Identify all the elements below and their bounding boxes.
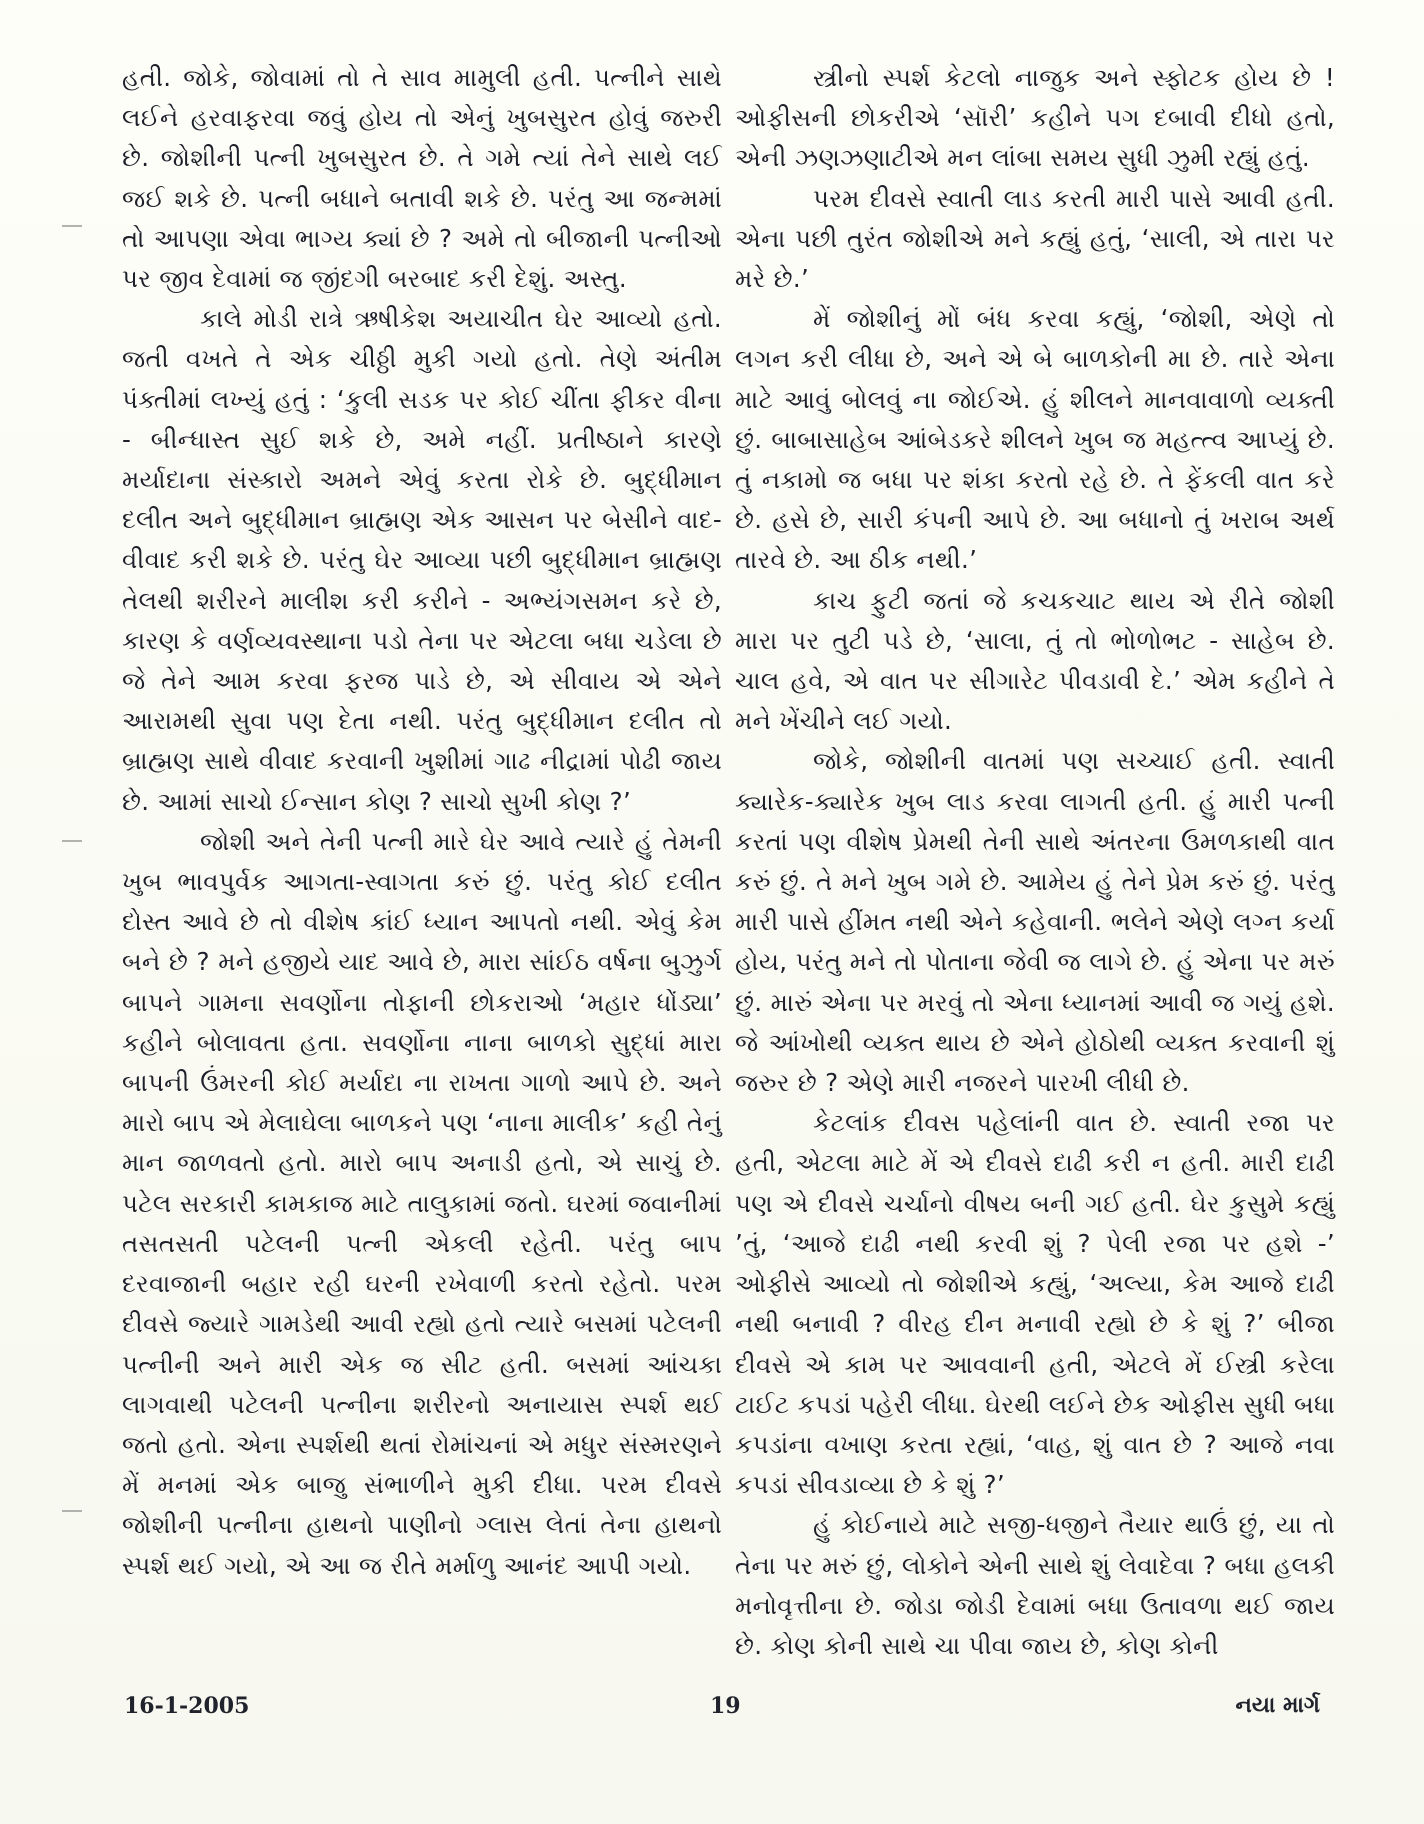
paragraph: કેટલાંક દીવસ પહેલાંની વાત છે. સ્વાતી રજા પર હતી, એટલા માટે મેં એ દીવસે દાઢી કરી ન હતી. મારી દાઢી પણ એ દીવસે ચર્ચાનો વીષય બની ગઈ હતી. ઘેર કુસુમે કહ્યું ’તું, ‘આજે દાઢી નથી કરવી શું ? પેલી રજા પર હશે -’ ઓફીસે આવ્યો તો જોશીએ કહ્યું, ‘અલ્યા, કેમ આજે દાઢી નથી બનાવી ? વીરહ દીન મનાવી રહ્યો છે કે શું ?’ બીજા દીવસે એ કામ પર આવવાની હતી, એટલે મેં ઈસ્ત્રી કરેલા ટાઈટ કપડાં પહેરી લીધા. ઘેરથી લઈને છેક ઓફીસ સુધી બધા કપડાંના વખાણ કરતા રહ્યાં, ‘વાહ, શું વાત છે ? આજે નવા કપડાં સીવડાવ્યા છે કે શું ?’ xyxy=(735,1108,1335,1500)
page-number: 19 xyxy=(710,1693,741,1719)
paragraph: જોકે, જોશીની વાતમાં પણ સચ્ચાઈ હતી. સ્વાતી ક્યારેક-ક્યારેક ખુબ લાડ કરવા લાગતી હતી. હું મારી પત્ની કરતાં પણ વીશેષ પ્રેમથી તેની સાથે અંતરના ઉમળકાથી વાત કરું છું. તે મને ખુબ ગમે છે. આમેય હું તેને પ્રેમ કરું છું. પરંતુ મારી પાસે હીંમત નથી એને કહેવાની. ભલેને એણે લગ્ન કર્યા હોય, પરંતુ મને તો પોતાના જેવી જ લાગે છે. હું એના પર મરું છું. મારું એના પર મરવું તો એના ધ્યાનમાં આવી જ ગયું હશે. જે આંખોથી વ્યક્ત થાય છે એને હોઠોથી વ્યક્ત કરવાની શું જરુર છે ? એણે મારી નજરને પારખી લીધી છે. xyxy=(735,746,1335,1098)
paragraph: હતી. જોકે, જોવામાં તો તે સાવ મામુલી હતી. પત્નીને સાથે લઈને હરવાફરવા જવું હોય તો એનું ખુબસુરત હોવું જરુરી છે. જોશીની પત્ની ખુબસુરત છે. તે ગમે ત્યાં તેને સાથે લઈ જઈ શકે છે. પત્ની બધાને બતાવી શકે છે. પરંતુ આ જન્મમાં તો આપણા એવા ભાગ્ય ક્યાં છે ? અમે તો બીજાની પત્નીઓ પર જીવ દેવામાં જ જીંદગી બરબાદ કરી દેશું. અસ્તુ. xyxy=(122,63,722,294)
paragraph: મેં જોશીનું મોં બંધ કરવા કહ્યું, ‘જોશી, એણે તો લગન કરી લીધા છે, અને એ બે બાળકોની મા છે. તારે એના માટે આવું બોલવું ના જોઈએ. હું શીલને માનવાવાળો વ્યક્તી છું. બાબાસાહેબ આંબેડકરે શીલને ખુબ જ મહત્ત્વ આપ્યું છે. તું નકામો જ બધા પર શંકા કરતો રહે છે. તે ફેંકલી વાત કરે છે. હસે છે, સારી કંપની આપે છે. આ બધાનો તું ખરાબ અર્થ તારવે છે. આ ઠીક નથી.’ xyxy=(735,304,1335,575)
margin-mark xyxy=(62,1510,82,1512)
right-text-column xyxy=(735,58,1335,1666)
paragraph: પરમ દીવસે સ્વાતી લાડ કરતી મારી પાસે આવી હતી. એના પછી તુરંત જોશીએ મને કહ્યું હતું, ‘સાલી, એ તારા પર મરે છે.’ xyxy=(735,183,1335,294)
paragraph: હું કોઈનાયે માટે સજી-ધજીને તૈયાર થાઉં છું, યા તો તેના પર મરું છું, લોકોને એની સાથે શું લેવાદેવા ? બધા હલકી મનોવૃત્તીના છે. જોડા જોડી દેવામાં બધા ઉતાવળા થઈ જાય છે. કોણ કોની સાથે ચા પીવા જાય છે, કોણ કોની xyxy=(735,1510,1335,1660)
paragraph: જોશી અને તેની પત્ની મારે ઘેર આવે ત્યારે હું તેમની ખુબ ભાવપુર્વક આગતા-સ્વાગતા કરું છું. પરંતુ કોઈ દલીત દોસ્ત આવે છે તો વીશેષ કાંઈ ધ્યાન આપતો નથી. એવું કેમ બને છે ? મને હજીયે યાદ આવે છે, મારા સાંઈઠ વર્ષના બુઝુર્ગ બાપને ગામના સવર્ણોના તોફાની છોકરાઓ ‘મહાર ધોંડ્યા’ કહીને બોલાવતા હતા. સવર્ણોના નાના બાળકો સુદ્ધાં મારા બાપની ઉંમરની કોઈ મર્યાદા ના રાખતા ગાળો આપે છે. અને મારો બાપ એ મેલાઘેલા બાળકને પણ ‘નાના માલીક’ કહી તેનું માન જાળવતો હતો. મારો બાપ અનાડી હતો, એ સાચું છે. પટેલ સરકારી કામકાજ માટે તાલુકામાં જતો. ઘરમાં જવાનીમાં તસતસતી પટેલની પત્ની એકલી રહેતી. પરંતુ બાપ દરવાજાની બહાર રહી ઘરની રખેવાળી કરતો રહેતો. પરમ દીવસે જ્યારે ગામડેથી આવી રહ્યો હતો ત્યારે બસમાં પટેલની પત્નીની અને મારી એક જ સીટ હતી. બસમાં આંચકા લાગવાથી પટેલની પત્નીના શરીરનો અનાયાસ સ્પર્શ થઈ જતો હતો. એના સ્પર્શથી થતાં રોમાંચનાં એ મધુર સંસ્મરણને મેં મનમાં એક બાજુ સંભાળીને મુકી દીધા. પરમ દીવસે જોશીની પત્નીના હાથનો પાણીનો ગ્લાસ લેતાં તેના હાથનો સ્પર્શ થઈ ગયો, એ આ જ રીતે મર્માળુ આનંદ આપી ગયો. xyxy=(122,826,722,1580)
magazine-name: નયા માર્ગ xyxy=(1235,1693,1320,1718)
page-footer xyxy=(124,1693,1320,1733)
paragraph: સ્ત્રીનો સ્પર્શ કેટલો નાજુક અને સ્ફોટક હોય છે ! ઓફીસની છોકરીએ ‘સૉરી’ કહીને પગ દબાવી દીધો હતો, એની ઝણઝણાટીએ મન લાંબા સમય સુધી ઝુમી રહ્યું હતું. xyxy=(735,63,1335,173)
margin-mark xyxy=(62,225,82,227)
paragraph: કાલે મોડી રાત્રે ઋષીકેશ અયાચીત ઘેર આવ્યો હતો. જતી વખતે તે એક ચીઠ્ઠી મુકી ગયો હતો. તેણે અંતીમ પંક્તીમાં લખ્યું હતું : ‘કુલી સડક પર કોઈ ચીંતા ફીકર વીના - બીન્ધાસ્ત સુઈ શકે છે, અમે નહીં. પ્રતીષ્ઠાને કારણે મર્યાદાના સંસ્કારો અમને એવું કરતા રોકે છે. બુદ્ધીમાન દલીત અને બુદ્ધીમાન બ્રાહ્મણ એક આસન પર બેસીને વાદ-વીવાદ કરી શકે છે. પરંતુ ઘેર આવ્યા પછી બુદ્ધીમાન બ્રાહ્મણ તેલથી શરીરને માલીશ કરી કરીને - અભ્યંગસમન કરે છે, કારણ કે વર્ણવ્યવસ્થાના પડો તેના પર એટલા બધા ચડેલા છે જે તેને આમ કરવા ફરજ પાડે છે, એ સીવાય એ એને આરામથી સુવા પણ દેતા નથી. પરંતુ બુદ્ધીમાન દલીત તો બ્રાહ્મણ સાથે વીવાદ કરવાની ખુશીમાં ગાઢ નીદ્રામાં પોઢી જાય છે. આમાં સાચો ઈન્સાન કોણ ? સાચો સુખી કોણ ?’ xyxy=(122,304,722,816)
issue-date: 16-1-2005 xyxy=(124,1693,250,1719)
paragraph: કાચ ફુટી જતાં જે કચકચાટ થાય એ રીતે જોશી મારા પર તુટી પડે છે, ‘સાલા, તું તો ભોળોભટ - સાહેબ છે. ચાલ હવે, એ વાત પર સીગારેટ પીવડાવી દે.’ એમ કહીને તે મને ખેંચીને લઈ ગયો. xyxy=(735,585,1335,736)
margin-mark xyxy=(62,840,82,842)
left-text-column xyxy=(122,58,722,1586)
